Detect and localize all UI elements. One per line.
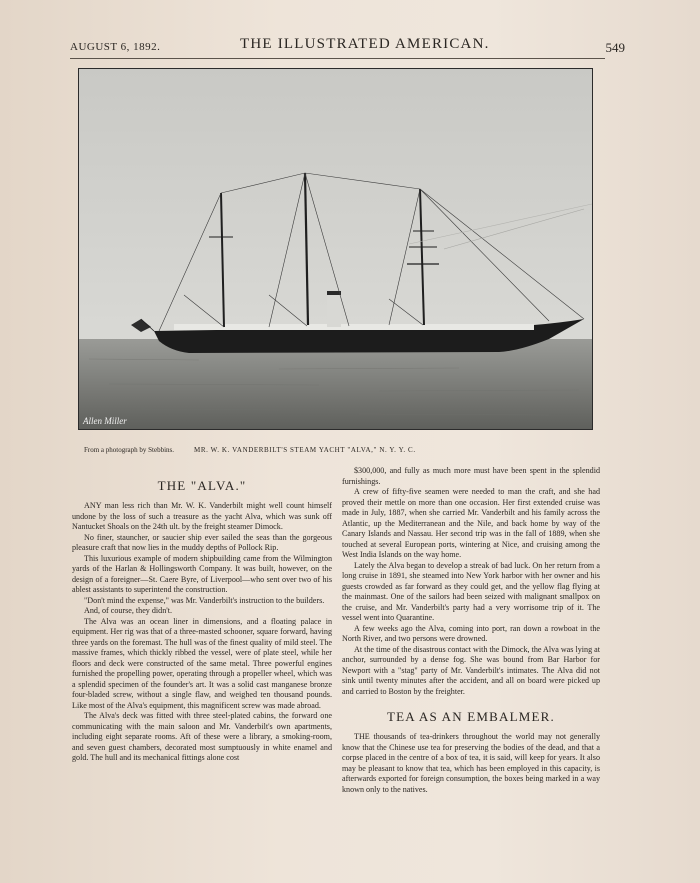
article-paragraph: The Alva was an ocean liner in dimensions, and a floating palace in equipment. Her rig was that of a three-masted schooner, square forward, having three yards on the foremast. The hull was of the finest quality of mild steel. The massive frames, which thickly ribbed the vessel, were of plate steel, while her floors and deck were constructed of the same metal. Three powerful engines furnished the propelling power, operating through a propeller wheel, which was a splendid specimen of the founder's art. It was a solid cast manganese bronze four-bladed screw, without a single flaw, and weighed ten thousand pounds. Like most of the Alva's equipment, this magnificent screw was made abroad. bbox=[72, 616, 332, 710]
article-paragraph: A few weeks ago the Alva, coming into port, ran down a rowboat in the North River, and two persons were drowned. bbox=[342, 623, 600, 643]
article-paragraph: No finer, stauncher, or saucier ship ever sailed the seas than the gorgeous pleasure craft that now lies in the muddy depths of Pollock Rip. bbox=[72, 532, 332, 552]
article-paragraph: This luxurious example of modern shipbuilding came from the Wilmington yards of the Harlan & Hollingsworth Company. It was built, however, on the design of a foreigner—St. Caere Byre, of Liverpool—who sent over two of his ablest assistants to superintend the construction. bbox=[72, 553, 332, 594]
tea-article-paragraph: THE thousands of tea-drinkers throughout the world may not generally know that the Chinese use tea for preserving the bodies of the dead, and that a corpse placed in the centre of a box of tea, it is said, will keep for years. It also may be pleasant to know that tea, which has been employed in this capacity, is afterwards exported for foreign consumption, the boxes being marked in a way known only to the natives. bbox=[342, 732, 600, 794]
article-paragraph: The Alva's deck was fitted with three steel-plated cabins, the forward one communicating with the main saloon and Mr. Vanderbilt's own apartments, including eight separate rooms. Aft of these were a library, a smoking-room, and seven guest chambers, decorated most sumptuously in white enamel and gold. The hull and its mechanical fittings alone cost bbox=[72, 711, 332, 762]
deck-cabins bbox=[174, 324, 534, 330]
page-header bbox=[70, 36, 625, 60]
page-number: 549 bbox=[605, 40, 625, 55]
article-left-column bbox=[72, 466, 332, 764]
article-paragraph: A crew of fifty-five seamen were needed to man the craft, and she had proved their mettle on more than one occasion. Her first extended cruise was made in July, 1887, when she carried Mr. Vanderbilt and his family across the Atlantic, up the Mediterranean and the Nile, and back home by way of the Canary Islands and Nassau. Her second trip was in the fall of 1889, when she touched at several European ports, wintering at Nice, and cruising among the West India Islands on the way home. bbox=[342, 487, 600, 559]
publication-title: THE ILLUSTRATED AMERICAN. bbox=[240, 36, 490, 52]
tea-article-heading: TEA AS AN EMBALMER. bbox=[387, 709, 555, 724]
issue-date: AUGUST 6, 1892. bbox=[70, 41, 161, 53]
article-right-column bbox=[342, 466, 600, 795]
yacht-illustration bbox=[79, 69, 592, 429]
yacht-photograph bbox=[78, 68, 593, 430]
article-paragraph: At the time of the disastrous contact with the Dimock, the Alva was lying at anchor, surrounded by a dense fog. She was bound from Bar Harbor for Newport with a "stag" party of Mr. Vanderbilt's intimates. The Alva did not sink until twenty minutes after the accident, and all on board were picked up and carried to Boston by the freighter. bbox=[342, 644, 600, 696]
header-rule bbox=[70, 58, 605, 59]
article-paragraph: ANY man less rich than Mr. W. K. Vanderbilt might well count himself undone by the loss of such a treasure as the yacht Alva, which was sunk off Nantucket Shoals on the 24th ult. by the freight steamer Dimock. bbox=[72, 501, 332, 531]
article-heading: THE "ALVA." bbox=[157, 478, 247, 493]
photographer-signature: Allen Miller bbox=[83, 416, 127, 426]
photo-credit: From a photograph by Stebbins. bbox=[84, 446, 175, 454]
smokestack bbox=[327, 291, 341, 327]
article-paragraph: "Don't mind the expense," was Mr. Vanderbilt's instruction to the builders. bbox=[84, 595, 325, 605]
article-paragraph: Lately the Alva began to develop a streak of bad luck. On her return from a long cruise in 1891, she steamed into New York harbor with her owner and his guests crowded as far forward as they could get, and the yellow flag flying at the mainmast. One of the sailors had been seized with malignant smallpox on the cruise, and Mr. Vanderbilt's party had a very worrisome trip of it. The vessel went into Quarantine. bbox=[342, 560, 600, 622]
article-paragraph: And, of course, they didn't. bbox=[84, 606, 172, 615]
caption-title: MR. W. K. VANDERBILT'S STEAM YACHT "ALVA," N. Y. Y. C. bbox=[194, 446, 416, 454]
article-paragraph: $300,000, and fully as much more must have been spent in the splendid furnishings. bbox=[342, 466, 600, 486]
